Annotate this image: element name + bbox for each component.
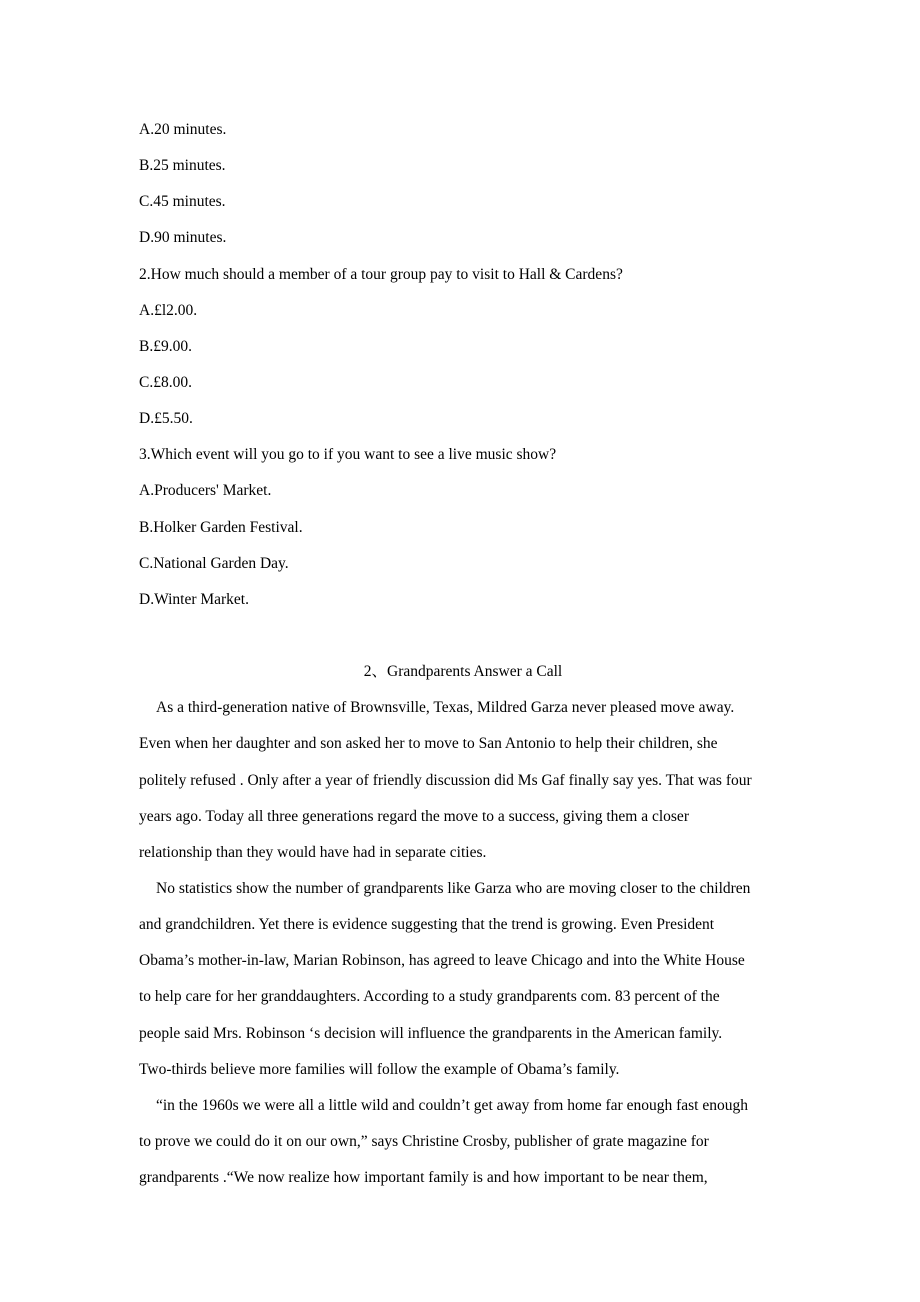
paragraph-line: Obama’s mother-in-law, Marian Robinson, has agreed to leave Chicago and into the White House [139, 952, 745, 970]
answer-option: D.Winter Market. [139, 590, 249, 608]
paragraph-line: politely refused . Only after a year of friendly discussion did Ms Gaf finally say yes. That was four [139, 771, 752, 789]
answer-option: C.National Garden Day. [139, 554, 289, 572]
question-stem: 3.Which event will you go to if you want to see a live music show? [139, 446, 557, 464]
answer-option: C.£8.00. [139, 373, 192, 391]
paragraph-line: people said Mrs. Robinson ‘s decision will influence the grandparents in the American family. [139, 1024, 723, 1042]
spacer [139, 618, 799, 654]
answer-option: C.45 minutes. [139, 193, 226, 211]
paragraph-line: to prove we could do it on our own,” says Christine Crosby, publisher of grate magazine for [139, 1132, 709, 1150]
answer-option: A.20 minutes. [139, 121, 227, 138]
paragraph-line: to help care for her granddaughters. According to a study grandparents com. 83 percent of the [139, 988, 720, 1006]
paragraph-line: Even when her daughter and son asked her to move to San Antonio to help their children, she [139, 735, 718, 753]
paragraph-line: and grandchildren. Yet there is evidence suggesting that the trend is growing. Even President [139, 916, 715, 934]
document-page [139, 112, 799, 1196]
answer-option: D.£5.50. [139, 410, 193, 428]
answer-option: B.25 minutes. [139, 157, 226, 175]
answer-option: D.90 minutes. [139, 229, 227, 247]
question-stem: 2.How much should a member of a tour group pay to visit to Hall & Cardens? [139, 265, 623, 283]
paragraph-line: relationship than they would have had in separate cities. [139, 843, 487, 861]
answer-option: A.£l2.00. [139, 301, 198, 319]
paragraph-line: “in the 1960s we were all a little wild and couldn’t get away from home far enough fast enough [156, 1096, 748, 1114]
answer-option: A.Producers' Market. [139, 482, 272, 500]
paragraph-line: No statistics show the number of grandparents like Garza who are moving closer to the children [156, 879, 751, 897]
answer-option: B.£9.00. [139, 337, 192, 355]
paragraph-line: grandparents .“We now realize how important family is and how important to be near them, [139, 1169, 708, 1187]
paragraph-line: years ago. Today all three generations regard the move to a success, giving them a closer [139, 807, 689, 825]
passage-title: 2、Grandparents Answer a Call [363, 663, 563, 681]
answer-option: B.Holker Garden Festival. [139, 518, 303, 536]
paragraph-line: As a third-generation native of Brownsville, Texas, Mildred Garza never pleased move away. [156, 699, 735, 717]
paragraph-line: Two-thirds believe more families will follow the example of Obama’s family. [139, 1060, 620, 1078]
